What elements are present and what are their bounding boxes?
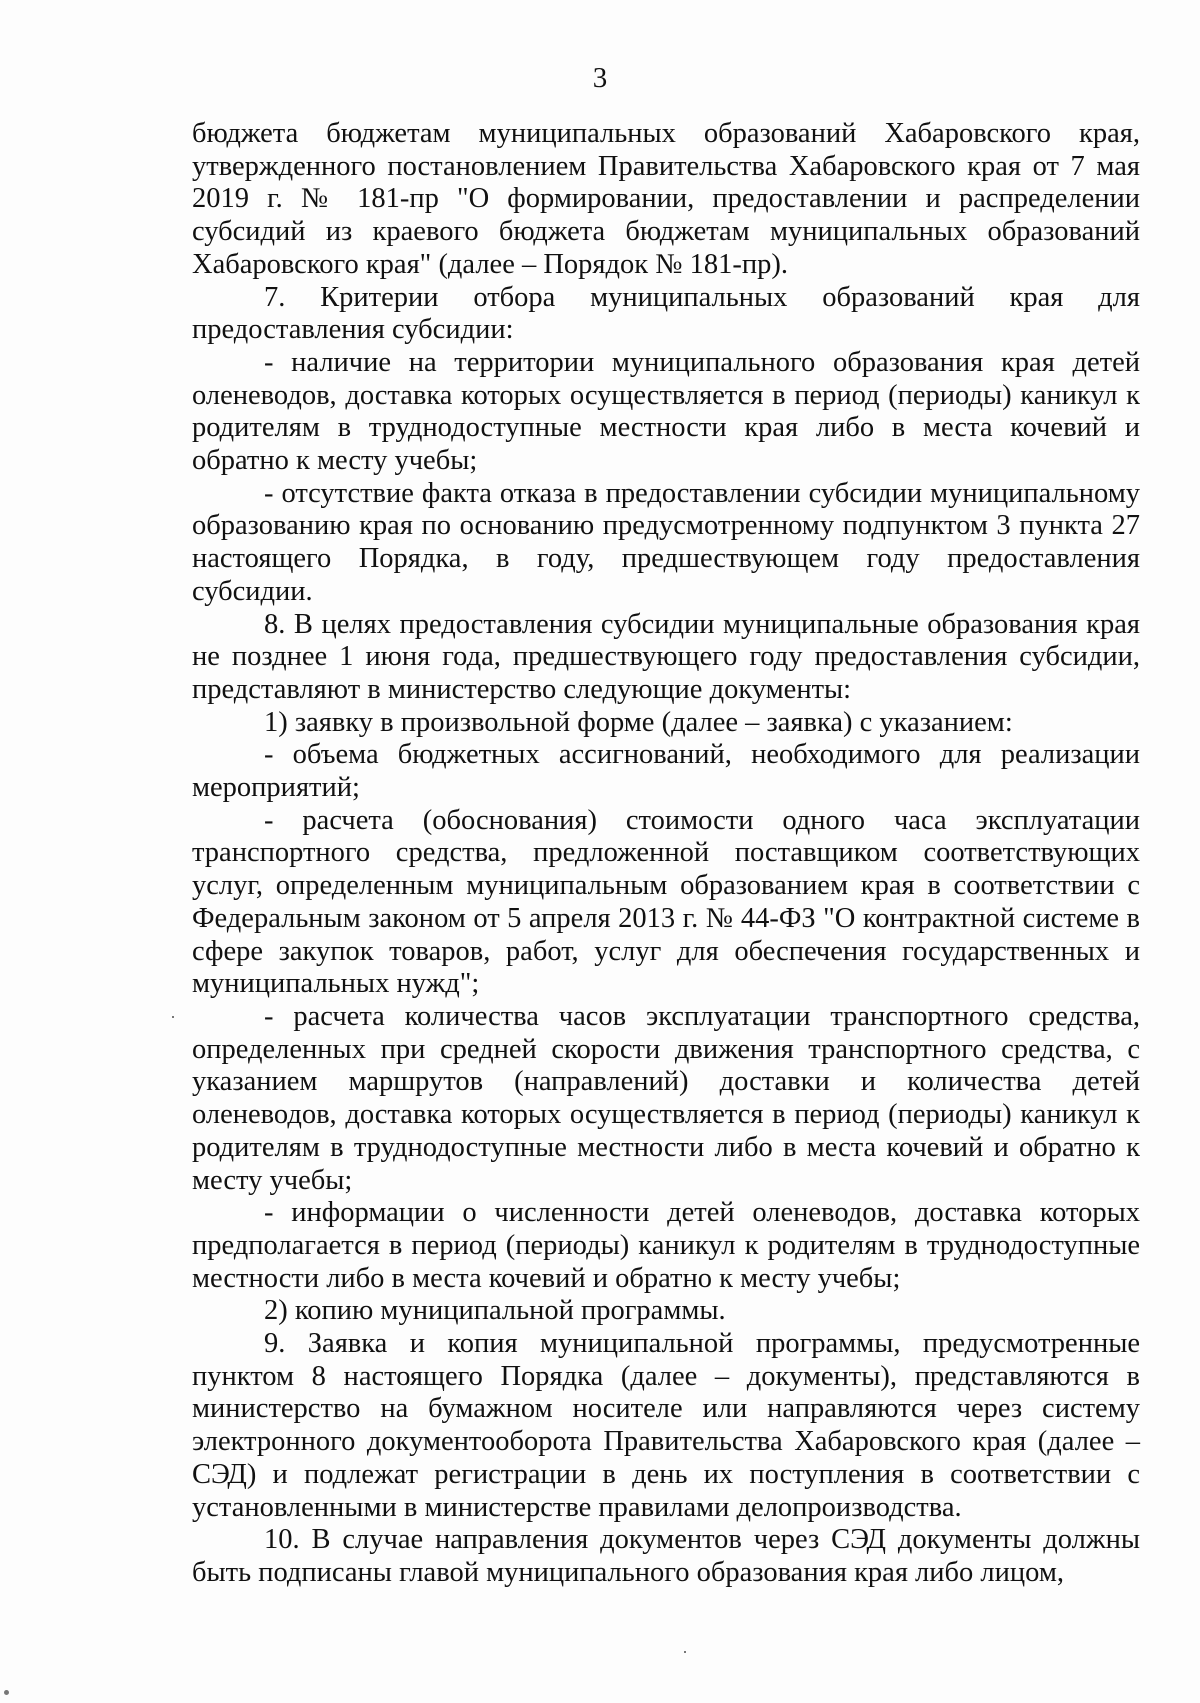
scan-speck (4, 1690, 9, 1695)
paragraph-children-info: - информации о численности детей оленеводов, доставка которых предполагается в период (периоды) каникул к родителям в труднодоступные местности либо в места кочевий и обратно к месту учебы; (192, 1197, 1140, 1294)
page-number: 3 (592, 62, 608, 94)
scan-speck (684, 1651, 686, 1653)
paragraph-criteria-item-no-refusal: - отсутствие факта отказа в предоставлении субсидии муниципальному образованию края по основанию предусмотренному подпунктом 3 пункта 27 настоящего Порядка, в году, предшествующем году предоставления субсидии. (192, 477, 1140, 607)
paragraph-application: 1) заявку в произвольной форме (далее – заявка) с указанием: (264, 706, 1013, 738)
paragraph-criteria-item-children: - наличие на территории муниципального образования края детей оленеводов, доставка которых осуществляется в период (периоды) каникул к родителям в труднодоступные местности края либо в места кочевий и обратно к месту учебы; (192, 346, 1140, 477)
paragraph-item-8: 8. В целях предоставления субсидии муниципальные образования края не позднее 1 июня года, предшествующего году предоставления субсидии, представляют в министерство следующие документы: (192, 608, 1140, 705)
scan-speck (172, 1016, 174, 1018)
document-body (192, 118, 1140, 1590)
paragraph-budget-volume: - объема бюджетных ассигнований, необходимого для реализации мероприятий; (192, 739, 1140, 804)
paragraph-hours-count: - расчета количества часов эксплуатации транспортного средства, определенных при средней скорости движения транспортного средства, с указанием маршрутов (направлений) доставки и количества детей оленеводов, доставка которых осуществляется в период (периоды) каникул к родителям в труднодоступные местности либо в места кочевий и обратно к месту учебы; (192, 1000, 1140, 1196)
paragraph-continuation: бюджета бюджетам муниципальных образований Хабаровского края, утвержденного постановлением Правительства Хабаровского края от 7 мая 2019 г. № 181-пр "О формировании, предоставлении и распределении субсидий из краевого бюджета бюджетам муниципальных образований Хабаровского края" (далее – Порядок № 181-пр). (192, 118, 1140, 280)
paragraph-program-copy: 2) копию муниципальной программы. (264, 1295, 726, 1327)
paragraph-criteria-heading: 7. Критерии отбора муниципальных образований края для предоставления субсидии: (192, 281, 1140, 346)
paragraph-item-10: 10. В случае направления документов через СЭД документы должны быть подписаны главой муниципального образования края либо лицом, (192, 1524, 1140, 1588)
paragraph-hour-cost: - расчета (обоснования) стоимости одного часа эксплуатации транспортного средства, предложенной поставщиком соответствующих услуг, определенным муниципальным образованием края в соответствии с Федеральным законом от 5 апреля 2013 г. № 44-ФЗ "О контрактной системе в сфере закупок товаров, работ, услуг для обеспечения государственных и муниципальных нужд"; (192, 804, 1140, 1000)
paragraph-item-9: 9. Заявка и копия муниципальной программы, предусмотренные пунктом 8 настоящего Порядка (далее – документы), представляются в министерство на бумажном носителе или направляются через систему электронного документооборота Правительства Хабаровского края (далее – СЭД) и подлежат регистрации в день их поступления в соответствии с установленными в министерстве правилами делопроизводства. (192, 1328, 1140, 1523)
